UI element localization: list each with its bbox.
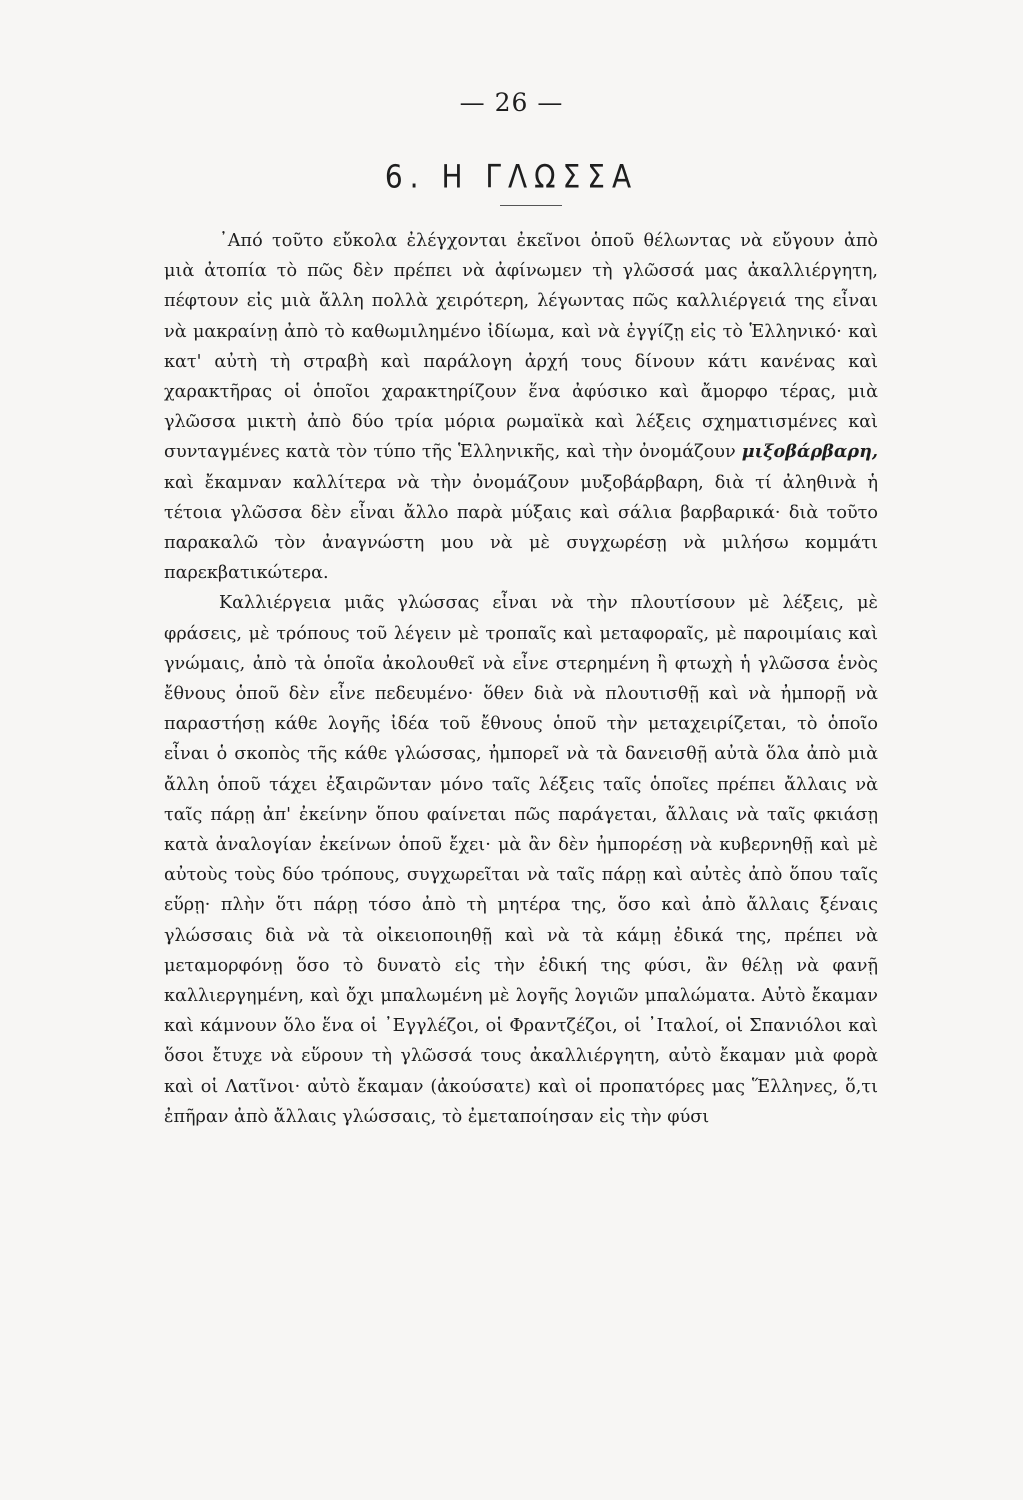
text-body bbox=[164, 226, 878, 1132]
emphasized-word: μιξοβάρβαρη, bbox=[741, 441, 879, 463]
paragraph-1-part-1: ᾿Από τοῦτο εὔκολα ἐλέγχονται ἐκεῖνοι ὁποῦ θέλωντας νὰ εὔγουν ἀπὸ μιὰ ἀτοπία τὸ πῶς δὲν πρέπει νὰ ἀφίνωμεν τὴ γλῶσσά μας ἀκαλλιέργητη, πέφτουν εἰς μιὰ ἄλλη πολλὰ χειρότερη, λέγωντας πῶς καλλιέργειά της εἶναι νὰ μακραίνῃ ἀπὸ τὸ καθωμιλημένο ἰδίωμα, καὶ νὰ ἐγγίζῃ εἰς τὸ Ἑλληνικό· καὶ κατ' αὐτὴ τὴ στραβὴ καὶ παράλογη ἀρχή τους δίνουν κάτι κανένας καὶ χαρακτῆρας οἱ ὁποῖοι χαρακτηρίζουν ἕνα ἀφύσικο καὶ ἄμορφο τέρας, μιὰ γλῶσσα μικτὴ ἀπὸ δύο τρία μόρια ρωμαϊκὰ καὶ λέξεις σχηματισμένες καὶ συνταγμένες κατὰ τὸν τύπο τῆς Ἑλληνικῆς, καὶ τὴν ὀνομάζουν bbox=[164, 231, 878, 463]
title-underline bbox=[500, 205, 562, 206]
paragraph-2: Καλλιέργεια μιᾶς γλώσσας εἶναι νὰ τὴν πλουτίσουν μὲ λέξεις, μὲ φράσεις, μὲ τρόπους τοῦ λέγειν μὲ τροπαῖς καὶ μεταφοραῖς, μὲ παροιμίαις καὶ γνώμαις, ἀπὸ τὰ ὁποῖα ἀκολουθεῖ νὰ εἶνε στερημένη ἢ φτωχὴ ἡ γλῶσσα ἑνὸς ἔθνους ὁποῦ δὲν εἶνε πεδευμένο· ὅθεν διὰ νὰ πλουτισθῇ καὶ νὰ ἠμπορῇ νὰ παραστήσῃ κάθε λογῆς ἰδέα τοῦ ἔθνους ὁποῦ τὴν μεταχειρίζεται, τὸ ὁποῖο εἶναι ὁ σκοπὸς τῆς κάθε γλώσσας, ἠμπορεῖ νὰ τὰ δανεισθῇ αὐτὰ ὅλα ἀπὸ μιὰ ἄλλη ὁποῦ τάχει ἐξαιρῶνταν μόνο ταῖς λέξεις ταῖς ὁποῖες πρέπει ἄλλαις νὰ ταῖς πάρῃ ἀπ' ἐκείνην ὅπου φαίνεται πῶς παράγεται, ἄλλαις νὰ ταῖς φκιάσῃ κατὰ ἀναλογίαν ἐκείνων ὁποῦ ἔχει· μὰ ἂν δὲν ἠμπορέσῃ νὰ κυβερνηθῇ καὶ μὲ αὐτοὺς τοὺς δύο τρόπους, συγχωρεῖται νὰ ταῖς πάρῃ καὶ αὐτὲς ἀπὸ ὅπου ταῖς εὕρῃ· πλὴν ὅτι πάρῃ τόσο ἀπὸ τὴ μητέρα της, ὅσο καὶ ἀπὸ ἄλλαις ξέναις γλώσσαις διὰ νὰ τὰ οἰκειοποιηθῇ καὶ νὰ τὰ κάμῃ ἐδικά της, πρέπει νὰ μεταμορφόνῃ ὅσο τὸ δυνατὸ εἰς τὴν ἐδική της φύσι, ἂν θέλῃ νὰ φανῇ καλλιεργημένη, καὶ ὄχι μπαλωμένη μὲ λογῆς λογιῶν μπαλώματα. Αὐτὸ ἔκαμαν καὶ κάμνουν ὅλο ἕνα οἱ ᾿Εγγλέζοι, οἱ Φραντζέζοι, οἱ ᾿Ιταλοί, οἱ Σπανιόλοι καὶ ὅσοι ἔτυχε νὰ εὕρουν τὴ γλῶσσά τους ἀκαλλιέργητη, αὐτὸ ἔκαμαν μιὰ φορὰ καὶ οἱ Λατῖνοι· αὐτὸ ἔκαμαν (ἀκούσατε) καὶ οἱ προπατόρες μας Ἕλληνες, ὅ,τι ἐπῆραν ἀπὸ ἄλλαις γλώσσαις, τὸ ἐμεταποίησαν εἰς τὴν φύσι bbox=[164, 593, 878, 1127]
page-number: — 26 — bbox=[459, 88, 564, 117]
paragraph-1 bbox=[164, 226, 878, 588]
paragraph-1-part-2: καὶ ἔκαμναν καλλίτερα νὰ τὴν ὀνομάζουν μυξοβάρβαρη, διὰ τί ἀληθινὰ ἡ τέτοια γλῶσσα δὲν εἶναι ἄλλο παρὰ μύξαις καὶ σάλια βαρβαρικά· διὰ τοῦτο παρακαλῶ τὸν ἀναγνώστη μου νὰ μὲ συγχωρέσῃ νὰ μιλήσω κομμάτι παρεκβατικώτερα. bbox=[164, 472, 878, 584]
chapter-title: 6. Η ΓΛΩΣΣΑ bbox=[384, 157, 639, 196]
